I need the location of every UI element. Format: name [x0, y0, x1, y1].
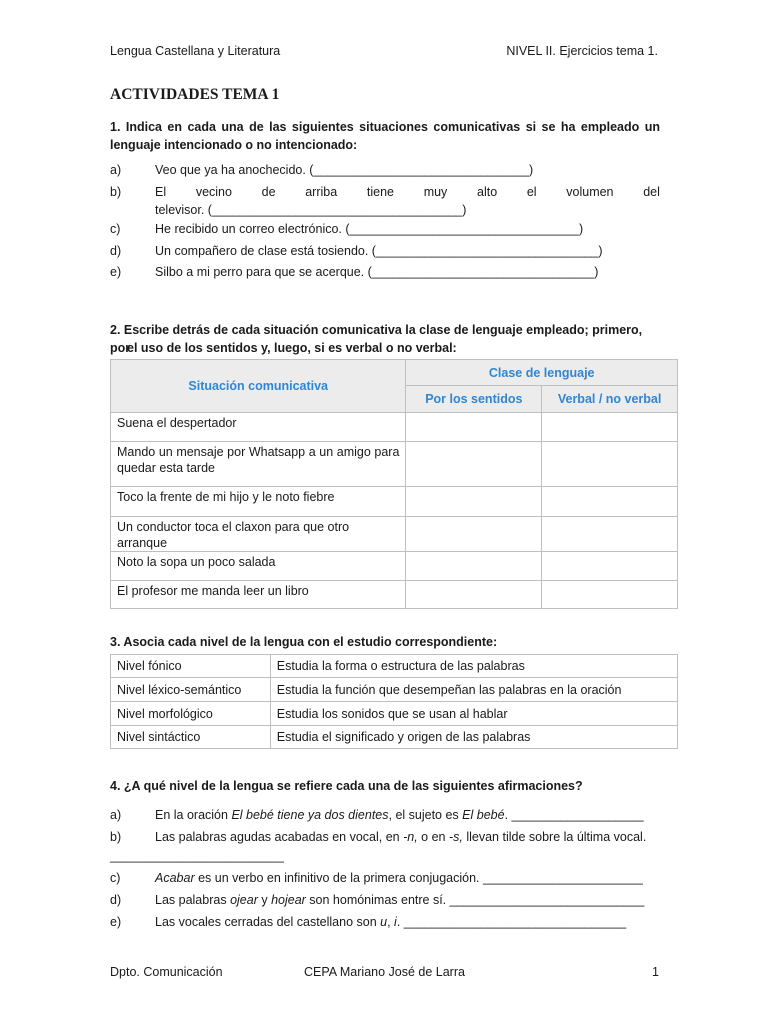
q3-level: Nivel sintáctico	[111, 726, 271, 749]
q2-cell-verbal[interactable]	[542, 442, 678, 487]
q2-cell-senses[interactable]	[406, 552, 542, 581]
q1-item-b-line1	[155, 183, 660, 201]
q1-item-d	[110, 242, 660, 260]
q2-cell-senses[interactable]	[406, 442, 542, 487]
header-right: NIVEL II. Ejercicios tema 1.	[506, 44, 658, 58]
q1-item-e	[110, 263, 660, 281]
header-left: Lengua Castellana y Literatura	[110, 44, 281, 58]
q1-item-c	[110, 220, 660, 238]
page-number: 1	[652, 965, 659, 979]
text: En la oración	[155, 808, 232, 822]
text: ,	[387, 915, 395, 929]
q3-study: Estudia la función que desempeñan las palabras en la oración	[270, 678, 677, 702]
footer-left: Dpto. Comunicación	[110, 965, 223, 979]
q3-study: Estudia la forma o estructura de las palabras	[270, 655, 677, 678]
q2-col-senses: Por los sentidos	[406, 386, 542, 413]
q4-item-c	[110, 869, 660, 887]
q1-item-b-line2: televisor. (____________________________________)	[155, 203, 467, 217]
q3-prompt: 3. Asocia cada nivel de la lengua con el estudio correspondiente:	[110, 635, 498, 649]
q2-cell-verbal[interactable]	[542, 413, 678, 442]
word: el	[526, 185, 537, 199]
text: Las vocales cerradas del castellano son	[155, 915, 381, 929]
word: El	[155, 185, 167, 199]
q4-item-d	[110, 891, 660, 909]
q1-item-b	[110, 183, 660, 219]
q3-level: Nivel morfológico	[111, 702, 271, 726]
page-title: ACTIVIDADES TEMA 1	[110, 86, 280, 103]
text: es un verbo en infinitivo de la primera conjugación. _______________________	[194, 871, 643, 885]
text: Las palabras agudas acabadas en vocal, en	[155, 830, 404, 844]
q1-item-c-label: c)	[110, 222, 121, 236]
italic-text: Acabar	[155, 871, 195, 885]
q2-cell-senses[interactable]	[406, 413, 542, 442]
q3-study: Estudia el significado y origen de las palabras	[270, 726, 677, 749]
q2-cell-senses[interactable]	[406, 487, 542, 517]
q4-item-b	[110, 828, 660, 846]
italic-text: hojear	[271, 893, 306, 907]
q2-row-situation: Un conductor toca el claxon para que otro arranque	[111, 517, 406, 552]
q2-cell-senses[interactable]	[406, 517, 542, 552]
q2-prompt-line2: el uso de los sentidos y, luego, si es verbal o no verbal:	[127, 341, 457, 355]
word: arriba	[305, 185, 338, 199]
italic-text: u	[380, 915, 388, 929]
italic-text: -s,	[448, 830, 463, 844]
q4-item-a	[110, 806, 660, 824]
q3-study: Estudia los sonidos que se usan al hablar	[270, 702, 677, 726]
q2-row-situation: Noto la sopa un poco salada	[111, 552, 406, 581]
q4-item-b-text	[155, 828, 660, 846]
q1-item-b-label: b)	[110, 185, 122, 199]
q4-item-c-label: c)	[110, 871, 121, 885]
q4-item-e-label: e)	[110, 915, 122, 929]
word: alto	[477, 185, 498, 199]
italic-text: El bebé	[462, 808, 505, 822]
q2-cell-verbal[interactable]	[542, 581, 678, 609]
q4-item-b-answer-line: _________________________	[110, 849, 284, 863]
q2-row-situation: Suena el despertador	[111, 413, 406, 442]
text: y	[257, 893, 272, 907]
q2-row-situation: Mando un mensaje por Whatsapp a un amigo para quedar esta tarde	[111, 442, 406, 487]
text: son homónimas entre sí. ____________________________	[305, 893, 645, 907]
q4-prompt: 4. ¿A qué nivel de la lengua se refiere cada una de las siguientes afirmaciones?	[110, 779, 583, 793]
q2-cell-senses[interactable]	[406, 581, 542, 609]
q2-row-situation: Toco la frente de mi hijo y le noto fiebre	[111, 487, 406, 517]
text: . ________________________________	[396, 915, 627, 929]
q2-col-situation: Situación comunicativa	[111, 360, 406, 413]
q2-cell-verbal[interactable]	[542, 487, 678, 517]
q4-item-d-label: d)	[110, 893, 122, 907]
word: tiene	[366, 185, 394, 199]
q3-table	[110, 654, 678, 749]
q4-item-c-text	[155, 869, 660, 887]
q1-prompt: 1. Indica en cada una de las siguientes situaciones comunicativas si se ha empleado un lenguaje intencionado o no intencionado:	[110, 120, 660, 152]
q3-level: Nivel fónico	[111, 655, 271, 678]
q2-cell-verbal[interactable]	[542, 552, 678, 581]
q2-cell-verbal[interactable]	[542, 517, 678, 552]
italic-text: ojear	[230, 893, 258, 907]
word: del	[643, 185, 660, 199]
q2-row-situation: El profesor me manda leer un libro	[111, 581, 406, 609]
q2-col-group: Clase de lenguaje	[406, 360, 678, 386]
q1-item-e-text: Silbo a mi perro para que se acerque. (________________________________)	[155, 265, 599, 279]
text: , el sujeto es	[388, 808, 463, 822]
word: de	[261, 185, 276, 199]
q2-prompt-line1: 2. Escribe detrás de cada situación comunicativa la clase de lenguaje empleado; primero, por	[110, 323, 643, 355]
word: muy	[423, 185, 448, 199]
q3-level: Nivel léxico-semántico	[111, 678, 271, 702]
q1-item-a	[110, 161, 660, 179]
text: o en	[417, 830, 449, 844]
q4-item-e-text	[155, 913, 660, 931]
q4-item-b-label: b)	[110, 830, 122, 844]
q1-item-c-text: He recibido un correo electrónico. (_________________________________)	[155, 222, 584, 236]
answer-line: . ___________________	[504, 808, 644, 822]
word: volumen	[566, 185, 614, 199]
q1-item-a-text: Veo que ya ha anochecido. (_______________________________)	[155, 163, 534, 177]
footer-center: CEPA Mariano José de Larra	[304, 965, 465, 979]
text: Las palabras	[155, 893, 231, 907]
text: llevan tilde sobre la última vocal.	[462, 830, 647, 844]
q4-item-d-text	[155, 891, 660, 909]
q1-item-e-label: e)	[110, 265, 122, 279]
q4-item-e	[110, 913, 660, 931]
q2-col-verbal: Verbal / no verbal	[542, 386, 678, 413]
italic-text: i	[394, 915, 397, 929]
italic-text: -n,	[403, 830, 418, 844]
q1-item-d-text: Un compañero de clase está tosiendo. (________________________________)	[155, 244, 603, 258]
q1-item-d-label: d)	[110, 244, 122, 258]
q4-item-a-text	[155, 806, 660, 824]
q1-item-a-label: a)	[110, 163, 122, 177]
word: vecino	[195, 185, 232, 199]
italic-text: El bebé tiene ya dos dientes	[231, 808, 389, 822]
q4-item-a-label: a)	[110, 808, 122, 822]
q2-table	[110, 359, 678, 609]
